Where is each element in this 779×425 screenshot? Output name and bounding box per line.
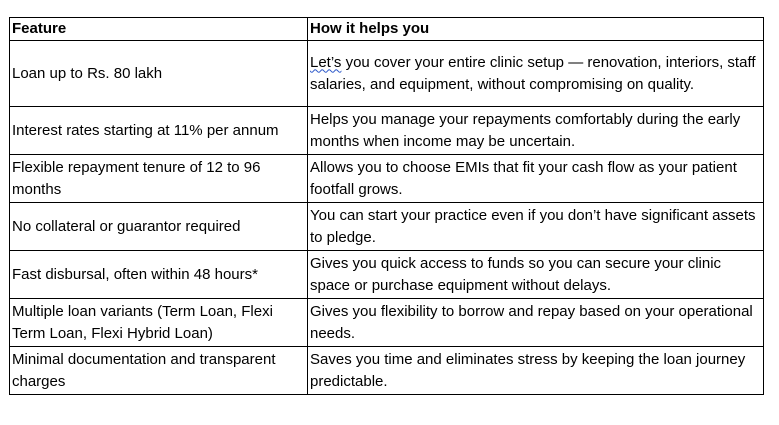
table-row (10, 107, 764, 155)
benefit-cell: Saves you time and eliminates stress by keeping the loan journey predictable. (308, 347, 764, 395)
table-row (10, 347, 764, 395)
feature-cell: Minimal documentation and transparent charges (10, 347, 308, 395)
table-row (10, 299, 764, 347)
benefit-cell (308, 41, 764, 107)
feature-cell: Fast disbursal, often within 48 hours* (10, 251, 308, 299)
header-how-it-helps: How it helps you (308, 18, 764, 41)
features-table (9, 17, 764, 395)
feature-cell: Multiple loan variants (Term Loan, Flexi Term Loan, Flexi Hybrid Loan) (10, 299, 308, 347)
table-row (10, 251, 764, 299)
spellcheck-flagged-word: Let’s (310, 53, 342, 71)
feature-cell: No collateral or guarantor required (10, 203, 308, 251)
benefit-cell: Gives you quick access to funds so you can secure your clinic space or purchase equipment without delays. (308, 251, 764, 299)
table-row (10, 155, 764, 203)
header-row (10, 18, 764, 41)
table-row (10, 203, 764, 251)
benefit-text: you cover your entire clinic setup — renovation, interiors, staff salaries, and equipment, without compromising on quality. (310, 53, 756, 93)
benefit-cell: Gives you flexibility to borrow and repay based on your operational needs. (308, 299, 764, 347)
feature-cell: Loan up to Rs. 80 lakh (10, 41, 308, 107)
benefit-cell: You can start your practice even if you don’t have significant assets to pledge. (308, 203, 764, 251)
header-feature: Feature (10, 18, 308, 41)
table-row (10, 41, 764, 107)
feature-cell: Flexible repayment tenure of 12 to 96 months (10, 155, 308, 203)
benefit-cell: Helps you manage your repayments comfortably during the early months when income may be uncertain. (308, 107, 764, 155)
benefit-cell: Allows you to choose EMIs that fit your cash flow as your patient footfall grows. (308, 155, 764, 203)
feature-cell: Interest rates starting at 11% per annum (10, 107, 308, 155)
